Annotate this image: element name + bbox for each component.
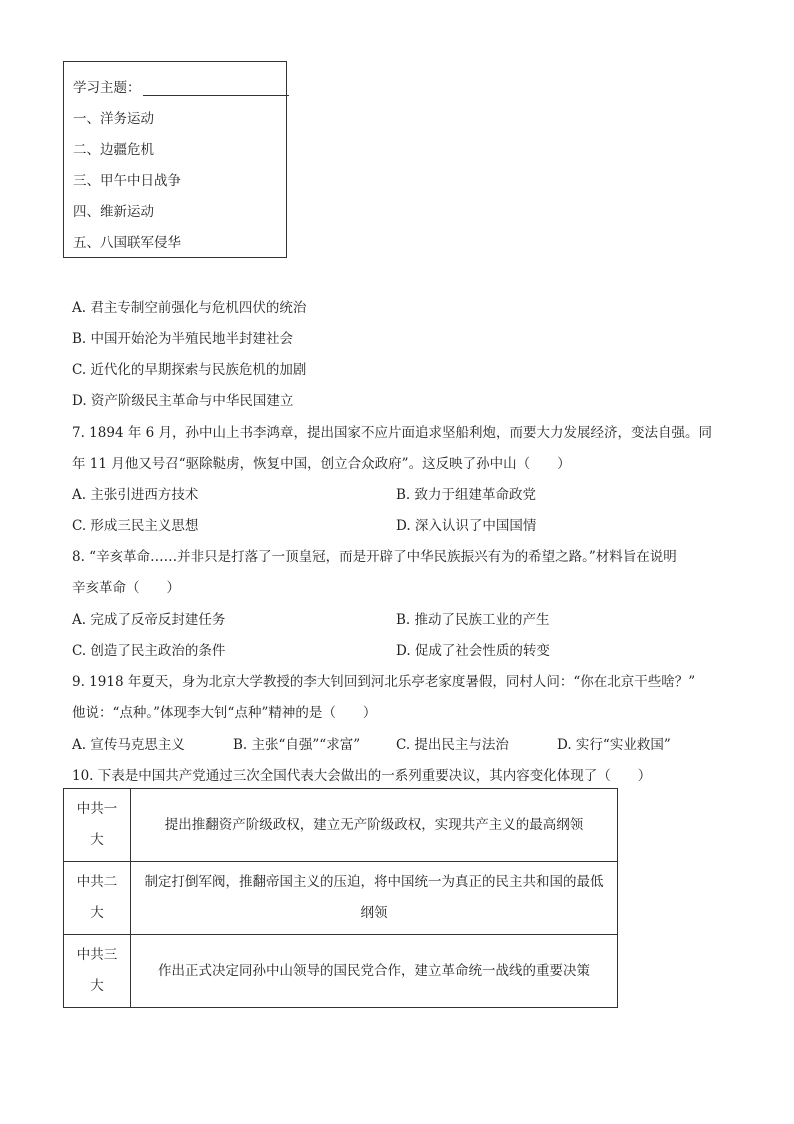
row-header: 中共三 大 — [64, 935, 131, 1008]
study-topic-box — [63, 61, 287, 258]
row-content: 作出正式决定同孙中山领导的国民党合作，建立革命统一战线的重要决策 — [131, 935, 618, 1008]
resolutions-table — [63, 788, 618, 1008]
q8-option-b: B. 推动了民族工业的产生 — [396, 612, 550, 628]
q8-option-d: D. 促成了社会性质的转变 — [396, 643, 550, 659]
row-header: 中共一 大 — [64, 789, 131, 862]
table-row — [64, 935, 618, 1008]
study-topic-item: 四、维新运动 — [73, 204, 154, 220]
study-topic-item: 五、八国联军侵华 — [73, 235, 181, 251]
study-topic-title: 学习主题： — [73, 76, 289, 96]
row-header: 中共二 大 — [64, 862, 131, 935]
study-topic-item: 二、边疆危机 — [73, 142, 154, 158]
q8-stem-line2: 辛亥革命（ ） — [72, 580, 180, 596]
q7-option-d: D. 深入认识了中国国情 — [396, 518, 537, 534]
q10-stem: 10. 下表是中国共产党通过三次全国代表大会做出的一系列重要决议，其内容变化体现了（ ） — [72, 768, 652, 784]
q7-stem-line1: 7. 1894 年 6 月，孙中山上书李鸿章，提出国家不应片面追求坚船利炮，而要大力发展经济，变法自强。同 — [72, 425, 712, 441]
blank-underline — [143, 81, 289, 96]
study-topic-item: 三、甲午中日战争 — [73, 173, 181, 189]
q8-option-c: C. 创造了民主政治的条件 — [72, 643, 226, 659]
q9-stem-line2: 他说：“点种。”体现李大钊“点种”精神的是（ ） — [72, 705, 377, 721]
q7-stem-line2: 年 11 月他又号召“驱除鞑虏，恢复中国，创立合众政府”。这反映了孙中山（ ） — [72, 456, 571, 472]
q9-option-c: C. 提出民主与法治 — [396, 737, 509, 753]
q6-option-b: B. 中国开始沦为半殖民地半封建社会 — [72, 331, 294, 347]
table-row — [64, 789, 618, 862]
q6-option-a: A. 君主专制空前强化与危机四伏的统治 — [72, 300, 307, 316]
row-content: 提出推翻资产阶级政权，建立无产阶级政权，实现共产主义的最高纲领 — [131, 789, 618, 862]
q8-option-a: A. 完成了反帝反封建任务 — [72, 612, 226, 628]
q9-option-b: B. 主张“自强”“求富” — [233, 737, 361, 753]
q7-option-a: A. 主张引进西方技术 — [72, 487, 199, 503]
study-topic-item: 一、洋务运动 — [73, 111, 154, 127]
row-content: 制定打倒军阀，推翻帝国主义的压迫，将中国统一为真正的民主共和国的最低 纲领 — [131, 862, 618, 935]
q8-stem-line1: 8. “辛亥革命……并非只是打落了一顶皇冠，而是开辟了中华民族振兴有为的希望之路。”材料旨在说明 — [72, 549, 677, 565]
q9-option-a: A. 宣传马克思主义 — [72, 737, 185, 753]
q6-option-c: C. 近代化的早期探索与民族危机的加剧 — [72, 362, 307, 378]
table-row — [64, 862, 618, 935]
q6-option-d: D. 资产阶级民主革命与中华民国建立 — [72, 393, 294, 409]
q7-option-b: B. 致力于组建革命政党 — [396, 487, 537, 503]
q9-stem-line1: 9. 1918 年夏天，身为北京大学教授的李大钊回到河北乐亭老家度暑假，同村人问：“你在北京干些啥？” — [72, 674, 696, 690]
q7-option-c: C. 形成三民主义思想 — [72, 518, 199, 534]
q9-option-d: D. 实行“实业救国” — [557, 737, 671, 753]
